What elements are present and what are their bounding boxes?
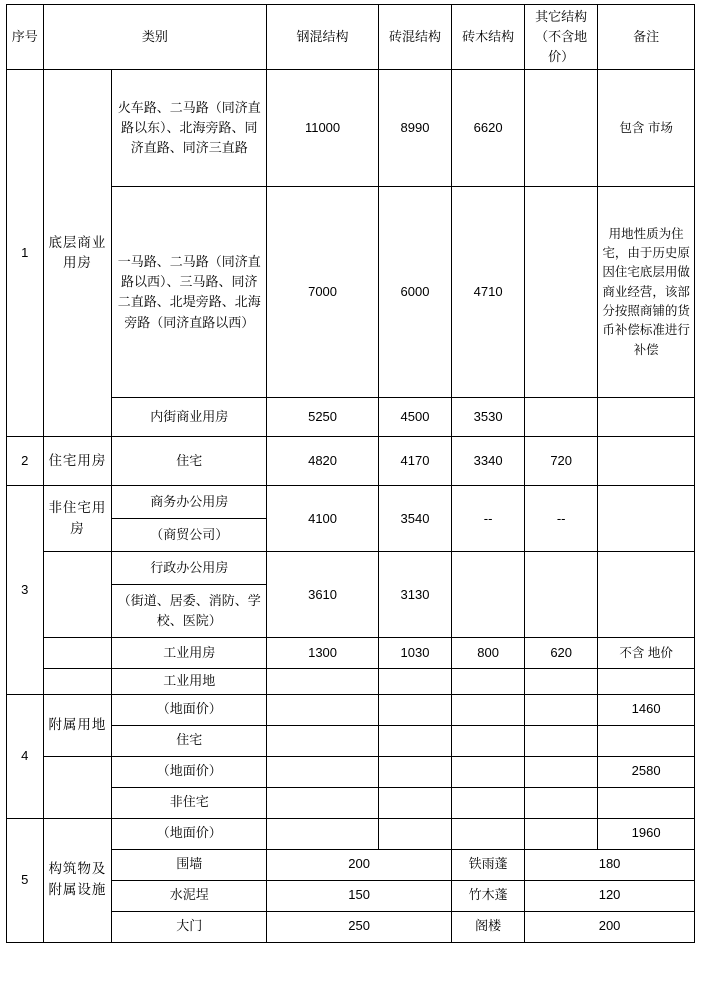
- structure-value-1: 200: [267, 849, 452, 880]
- subcategory-label: 一马路、二马路（同济直路以西）、三马路、同济二直路、北堤旁路、北海旁路（同济直路以西）: [112, 187, 267, 398]
- value-zhuan-hun: 4170: [378, 437, 451, 486]
- row-category-continued: [43, 669, 112, 694]
- structure-value-2: 180: [525, 849, 695, 880]
- structure-value-1: 250: [267, 911, 452, 942]
- subcategory-note: （地面价）: [112, 818, 267, 849]
- subcategory-label: 工业用房: [112, 638, 267, 669]
- subcategory-label: 行政办公用房: [112, 552, 267, 585]
- remark-cell: [598, 669, 695, 694]
- remark-cell-empty: [598, 725, 695, 756]
- subcategory-note: （地面价）: [112, 756, 267, 787]
- row-category: 非住宅用房: [43, 486, 112, 552]
- row-category-continued: [43, 552, 112, 638]
- table-row: [7, 818, 695, 849]
- value-other: [525, 725, 598, 756]
- value-gang-hun: [267, 669, 379, 694]
- table-row: [7, 694, 695, 725]
- header-category: 类别: [43, 5, 267, 70]
- subcategory-label: 内街商业用房: [112, 398, 267, 437]
- value-gang-hun-empty: [267, 818, 379, 849]
- structure-name-1: 大门: [112, 911, 267, 942]
- table-row: [7, 669, 695, 694]
- row-no: 1: [7, 70, 44, 437]
- subcategory-label: 住宅: [112, 725, 267, 756]
- value-other-empty: [525, 694, 598, 725]
- row-no: 4: [7, 694, 44, 818]
- subcategory-label: [112, 669, 267, 694]
- value-zhuan-mu: [452, 552, 525, 638]
- subcategory-label: 非住宅: [112, 787, 267, 818]
- row-category: 附属用地: [43, 694, 112, 756]
- value-gang-hun: 4100: [267, 486, 379, 552]
- structure-value-1: 150: [267, 880, 452, 911]
- value-other: [525, 70, 598, 187]
- row-category-continued: [43, 638, 112, 669]
- remark-cell: 不含 地价: [598, 638, 695, 669]
- structure-name-1: 水泥埕: [112, 880, 267, 911]
- row-no: 3: [7, 486, 44, 694]
- value-gang-hun: [267, 787, 379, 818]
- value-zhuan-mu: [452, 787, 525, 818]
- value-gang-hun: 5250: [267, 398, 379, 437]
- value-zhuan-mu: 4710: [452, 187, 525, 398]
- remark-cell: [598, 398, 695, 437]
- subcategory-label: 住宅: [112, 437, 267, 486]
- value-other: 720: [525, 437, 598, 486]
- value-gang-hun: 4820: [267, 437, 379, 486]
- table-header-row: [7, 5, 695, 70]
- remark-cell: 包含 市场: [598, 70, 695, 187]
- structure-name-1: 围墙: [112, 849, 267, 880]
- row-category-continued: [43, 756, 112, 818]
- structure-value-2: 120: [525, 880, 695, 911]
- remark-cell: [598, 552, 695, 638]
- value-zhuan-hun: 1030: [378, 638, 451, 669]
- header-zhuan-hun: 砖混结构: [378, 5, 451, 70]
- value-other: [525, 552, 598, 638]
- value-zhuan-hun-empty: [378, 818, 451, 849]
- compensation-standards-table: [6, 4, 695, 943]
- remark-cell: 用地性质为住宅，由于历史原因住宅底层用做商业经营，该部分按照商铺的货币补偿标准进行补偿: [598, 187, 695, 398]
- value-zhuan-hun-empty: [378, 756, 451, 787]
- subcategory-note: （地面价）: [112, 694, 267, 725]
- remark-cell: 1460: [598, 694, 695, 725]
- table-row: [7, 70, 695, 187]
- subcategory-label: 商务办公用房: [112, 486, 267, 519]
- header-zhuan-mu: 砖木结构: [452, 5, 525, 70]
- value-zhuan-mu: 3340: [452, 437, 525, 486]
- table-row: [7, 486, 695, 519]
- value-other: [525, 398, 598, 437]
- value-zhuan-mu: --: [452, 486, 525, 552]
- value-zhuan-hun-empty: [378, 694, 451, 725]
- header-no: 序号: [7, 5, 44, 70]
- row-category: 住宅用房: [43, 437, 112, 486]
- structure-name-2: 阁楼: [452, 911, 525, 942]
- structure-value-2: 200: [525, 911, 695, 942]
- row-category: 构筑物及附属设施: [43, 818, 112, 942]
- remark-cell: 2580: [598, 756, 695, 787]
- value-zhuan-hun: 4500: [378, 398, 451, 437]
- value-zhuan-mu: [452, 669, 525, 694]
- value-gang-hun: 7000: [267, 187, 379, 398]
- row-no: 5: [7, 818, 44, 942]
- value-other: [525, 187, 598, 398]
- value-gang-hun: [267, 725, 379, 756]
- value-gang-hun-empty: [267, 756, 379, 787]
- subcategory-label: 火车路、二马路（同济直路以东）、北海旁路、同济直路、同济三直路: [112, 70, 267, 187]
- value-gang-hun: 1300: [267, 638, 379, 669]
- table-row: [7, 638, 695, 669]
- value-other: 620: [525, 638, 598, 669]
- value-gang-hun: 11000: [267, 70, 379, 187]
- value-zhuan-hun: [378, 669, 451, 694]
- row-category: 底层商业用房: [43, 70, 112, 437]
- value-other: [525, 669, 598, 694]
- subcategory-note: （街道、居委、消防、学校、医院）: [112, 585, 267, 638]
- value-zhuan-mu: 3530: [452, 398, 525, 437]
- value-other: --: [525, 486, 598, 552]
- value-zhuan-hun: 6000: [378, 187, 451, 398]
- value-zhuan-mu: 6620: [452, 70, 525, 187]
- row-no: 2: [7, 437, 44, 486]
- table-row: [7, 756, 695, 787]
- value-zhuan-mu: [452, 725, 525, 756]
- value-gang-hun: 3610: [267, 552, 379, 638]
- value-zhuan-hun: 8990: [378, 70, 451, 187]
- subcategory-note: （商贸公司）: [112, 519, 267, 552]
- structure-name-2: 竹木蓬: [452, 880, 525, 911]
- table-row: [7, 437, 695, 486]
- subcategory-label-line1: 工业用地: [163, 673, 216, 689]
- value-other: [525, 787, 598, 818]
- value-zhuan-mu-empty: [452, 756, 525, 787]
- header-gang-hun: 钢混结构: [267, 5, 379, 70]
- structure-name-2: 铁雨蓬: [452, 849, 525, 880]
- remark-cell-empty: [598, 787, 695, 818]
- remark-cell: [598, 437, 695, 486]
- value-zhuan-hun: 3540: [378, 486, 451, 552]
- header-other: 其它结构（不含地价）: [525, 5, 598, 70]
- value-zhuan-mu-empty: [452, 694, 525, 725]
- value-gang-hun-empty: [267, 694, 379, 725]
- value-zhuan-hun: [378, 725, 451, 756]
- table-row: [7, 552, 695, 585]
- value-other-empty: [525, 756, 598, 787]
- remark-cell: [598, 486, 695, 552]
- value-zhuan-hun: 3130: [378, 552, 451, 638]
- value-other-empty: [525, 818, 598, 849]
- value-zhuan-mu-empty: [452, 818, 525, 849]
- header-remark: 备注: [598, 5, 695, 70]
- value-zhuan-mu: 800: [452, 638, 525, 669]
- value-zhuan-hun: [378, 787, 451, 818]
- remark-cell: 1960: [598, 818, 695, 849]
